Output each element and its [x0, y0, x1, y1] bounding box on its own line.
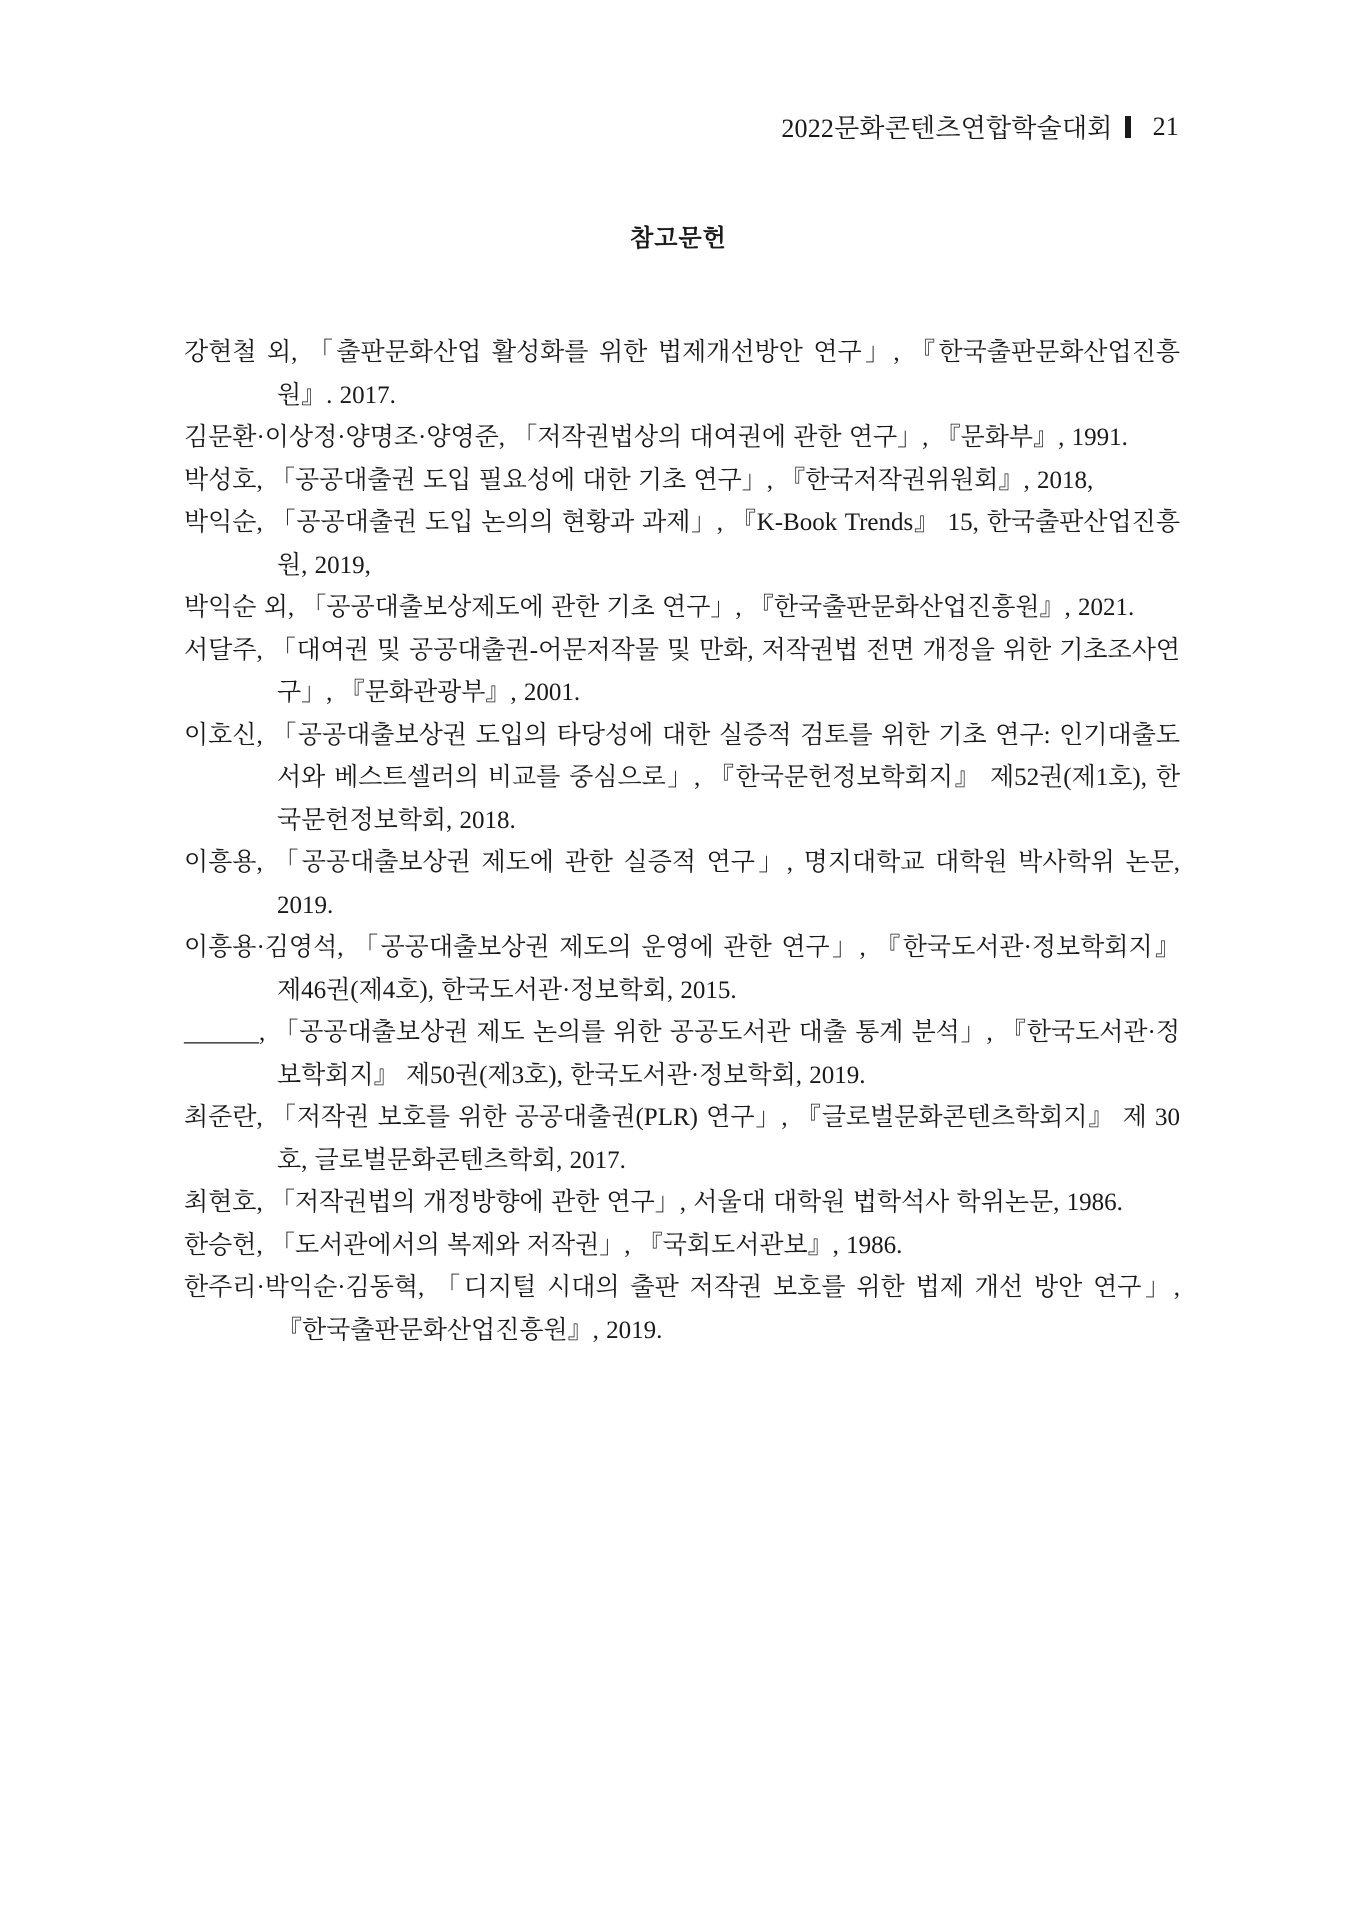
reference-item: 박익순, 「공공대출권 도입 논의의 현황과 과제」, 『K-Book Trends』 15, 한국출판산업진흥원, 2019,	[184, 509, 1180, 579]
reference-item: 한승헌, 「도서관에서의 복제와 저작권」, 『국회도서관보』, 1986.	[184, 1231, 903, 1259]
reference-list	[184, 332, 1180, 1352]
page-title: 참고문헌	[630, 224, 727, 252]
reference-item: 이호신, 「공공대출보상권 도입의 타당성에 대한 실증적 검토를 위한 기초 연구: 인기대출도서와 베스트셀러의 비교를 중심으로」, 『한국문헌정보학회지』 제52권(제1호), 한국문헌정보학회, 2018.	[184, 721, 1180, 834]
reference-item: 김문환·이상정·양명조·양영준, 「저작권법상의 대여권에 관한 연구」, 『문화부』, 1991.	[184, 424, 1128, 451]
page-number: 21	[1152, 111, 1179, 141]
reference-item: 강현철 외, 「출판문화산업 활성화를 위한 법제개선방안 연구」, 『한국출판문화산업진흥원』. 2017.	[184, 339, 1180, 409]
header-divider-bar	[1125, 116, 1131, 138]
reference-item: ______, 「공공대출보상권 제도 논의를 위한 공공도서관 대출 통계 분석」, 『한국도서관·정보학회지』 제50권(제3호), 한국도서관·정보학회, 2019.	[184, 1019, 1180, 1089]
reference-item: 최준란, 「저작권 보호를 위한 공공대출권(PLR) 연구」, 『글로벌문화콘텐츠학회지』 제 30호, 글로벌문화콘텐츠학회, 2017.	[184, 1104, 1180, 1174]
reference-item: 이흥용, 「공공대출보상권 제도에 관한 실증적 연구」, 명지대학교 대학원 박사학위 논문, 2019.	[184, 849, 1180, 919]
reference-item: 한주리·박익순·김동혁, 「디지털 시대의 출판 저작권 보호를 위한 법제 개선 방안 연구」, 『한국출판문화산업진흥원』, 2019.	[184, 1274, 1180, 1344]
reference-item: 최현호, 「저작권법의 개정방향에 관한 연구」, 서울대 대학원 법학석사 학위논문, 1986.	[184, 1189, 1123, 1216]
reference-item: 박익순 외, 「공공대출보상제도에 관한 기초 연구」, 『한국출판문화산업진흥원』, 2021.	[184, 594, 1135, 621]
reference-item: 이흥용·김영석, 「공공대출보상권 제도의 운영에 관한 연구」, 『한국도서관·정보학회지』 제46권(제4호), 한국도서관·정보학회, 2015.	[184, 934, 1180, 1004]
reference-item: 서달주, 「대여권 및 공공대출권-어문저작물 및 만화, 저작권법 전면 개정을 위한 기초조사연구」, 『문화관광부』, 2001.	[184, 636, 1180, 706]
running-header	[781, 108, 1179, 145]
reference-item: 박성호, 「공공대출권 도입 필요성에 대한 기초 연구」, 『한국저작권위원회』, 2018,	[184, 466, 1094, 494]
conference-name: 2022문화콘텐츠연합학술대회	[781, 114, 1113, 143]
